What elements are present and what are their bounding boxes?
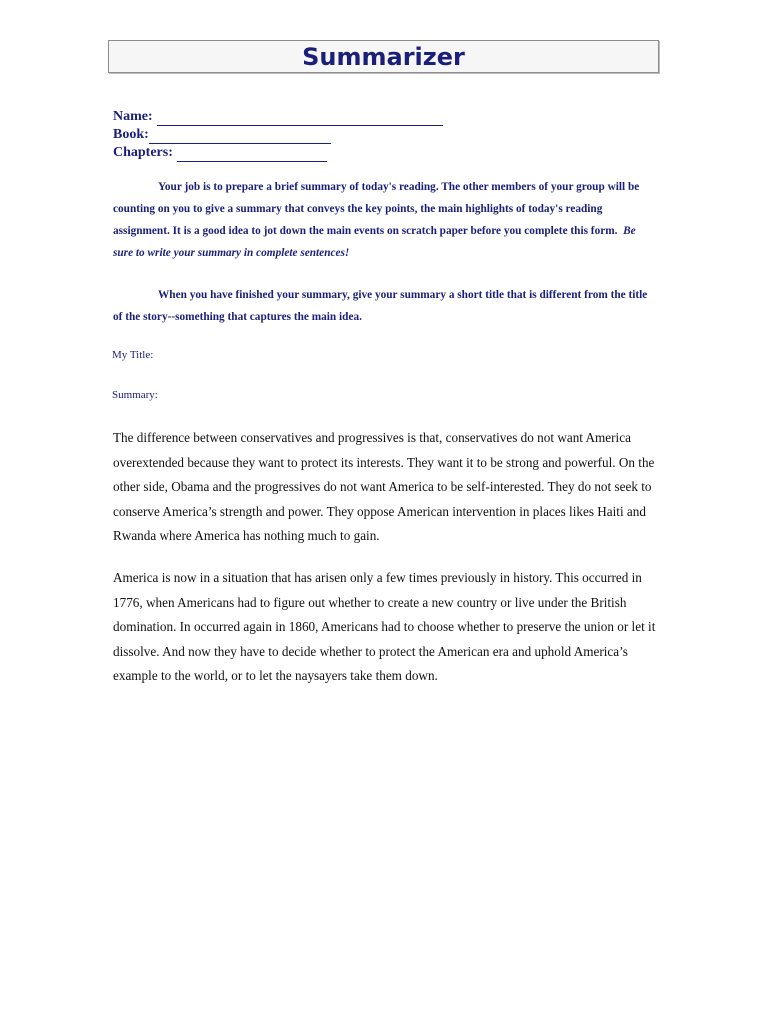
chapters-field	[113, 144, 443, 162]
instructions-text-1: Your job is to prepare a brief summary of today's reading. The other members of your group will be counting on you to give a summary that conveys the key points, the main highlights of today's reading assignment. It is a good idea to jot down the main events on scratch paper before you complete this form.	[113, 181, 640, 237]
book-blank-line	[149, 129, 331, 144]
summary-paragraph-2: America is now in a situation that has arisen only a few times previously in history. This occurred in 1776, when Americans had to figure out whether to create a new country or live under the British domination. In occurred again in 1860, Americans had to choose whether to preserve the union or let it dissolve. And now they have to decide whether to protect the American era and uphold America’s example to the world, or to let the naysayers take them down.	[113, 569, 656, 684]
name-label: Name:	[113, 109, 153, 124]
student-info-fields	[113, 108, 443, 162]
instructions	[113, 176, 653, 328]
summary-body	[113, 426, 658, 689]
chapters-label: Chapters:	[113, 145, 173, 160]
summary-paragraph-1: The difference between conservatives and progressives is that, conservatives do not want America overextended because they want to protect its interests. They want it to be strong and powerful. On the other side, Obama and the progressives do not want America to be self-interested. They do not seek to conserve America’s strength and power. They oppose American intervention in places likes Haiti and Rwanda where America has nothing much to gain.	[113, 430, 655, 544]
page-title: Summarizer	[302, 43, 465, 71]
chapters-blank-line	[177, 147, 327, 162]
my-title-label: My Title:	[112, 349, 154, 361]
name-blank-line	[157, 111, 443, 126]
title-box	[108, 40, 659, 73]
instructions-emphasis: Be sure to write your summary in complete sentences!	[113, 225, 636, 259]
book-field	[113, 126, 443, 144]
instructions-paragraph-2: When you have finished your summary, give your summary a short title that is different from the title of the story--something that captures the main idea.	[113, 289, 648, 323]
name-field	[113, 108, 443, 126]
book-label: Book:	[113, 127, 149, 142]
summary-label: Summary:	[112, 389, 158, 401]
instructions-paragraph-1	[113, 176, 653, 264]
